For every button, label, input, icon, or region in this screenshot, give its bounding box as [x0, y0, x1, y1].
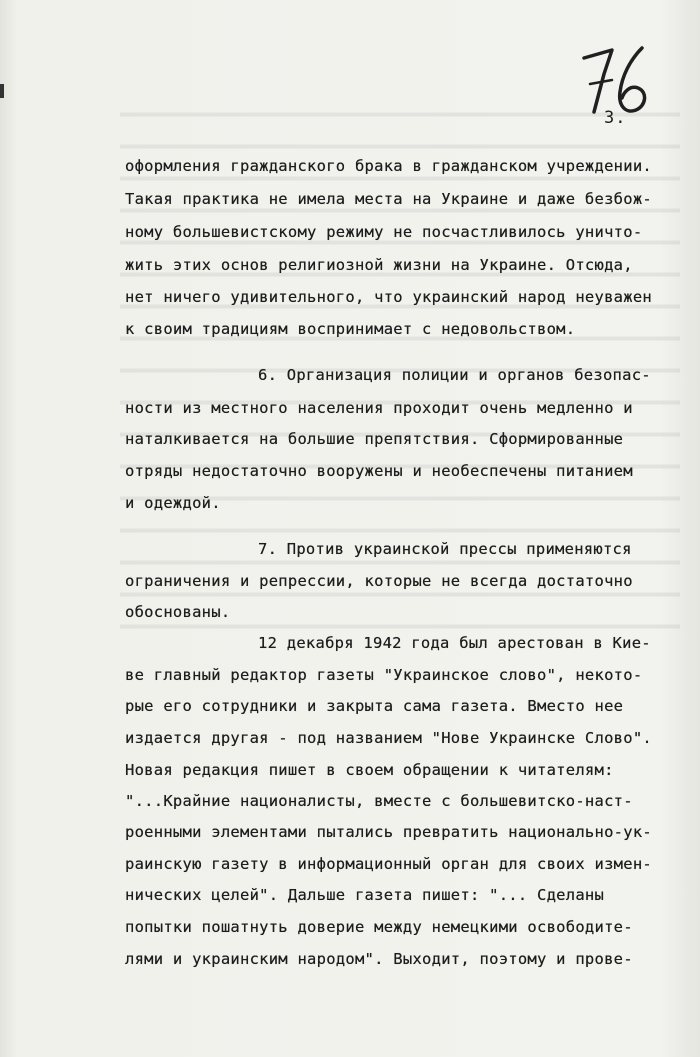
- text-line: нических целей". Дальше газета пишет: "... Сделаны: [125, 886, 605, 904]
- text-line: 12 декабря 1942 года был арестован в Кие-: [258, 634, 651, 652]
- text-line: раинскую газету в информационный орган для своих измен-: [125, 855, 652, 873]
- text-line: 7. Против украинской прессы применяются: [258, 540, 632, 558]
- text-line: роенными элементами пытались превратить национально-ук-: [125, 823, 652, 841]
- text-line: нет ничего удивительного, что украинский народ неуважен: [125, 288, 652, 306]
- text-line: ности из местного населения проходит очень медленно и: [125, 399, 633, 417]
- text-line: к своим традициям воспринимает с недовольством.: [125, 320, 576, 338]
- text-line: отряды недостаточно вооружены и необеспечены питанием: [125, 462, 633, 480]
- text-line: лями и украинским народом". Выходит, поэтому и прове-: [125, 950, 633, 968]
- text-line: "...Крайние националисты, вместе с большевитско-наст-: [125, 792, 633, 810]
- text-line: ве главный редактор газеты "Украинское слово", некото-: [125, 666, 643, 684]
- text-line: издается другая - под названием "Нове Украинске Слово".: [125, 729, 652, 747]
- text-line: наталкивается на большие препятствия. Сформированные: [125, 430, 624, 448]
- text-line: попытки пошатнуть доверие между немецкими освободите-: [125, 918, 633, 936]
- text-line: обоснованы.: [125, 603, 231, 621]
- text-line: 6. Организация полиции и органов безопас-: [258, 366, 651, 384]
- text-line: ограничения и репрессии, которые не всегда достаточно: [125, 572, 633, 590]
- text-line: ному большевистскому режиму не посчастливилось уничто-: [125, 223, 643, 241]
- text-line: и одеждой.: [125, 494, 221, 512]
- text-line: оформления гражданского брака в гражданском учреждении.: [125, 157, 652, 175]
- text-line: рые его сотрудники и закрыта сама газета. Вместо нее: [125, 697, 624, 715]
- edge-mark: [0, 84, 4, 98]
- text-line: Новая редакция пишет в своем обращении к читателям:: [125, 761, 614, 779]
- text-line: Такая практика не имела места на Украине и даже безбож-: [125, 190, 652, 208]
- typed-page-number: 3.: [604, 108, 627, 128]
- text-line: жить этих основ религиозной жизни на Украине. Отсюда,: [125, 256, 633, 274]
